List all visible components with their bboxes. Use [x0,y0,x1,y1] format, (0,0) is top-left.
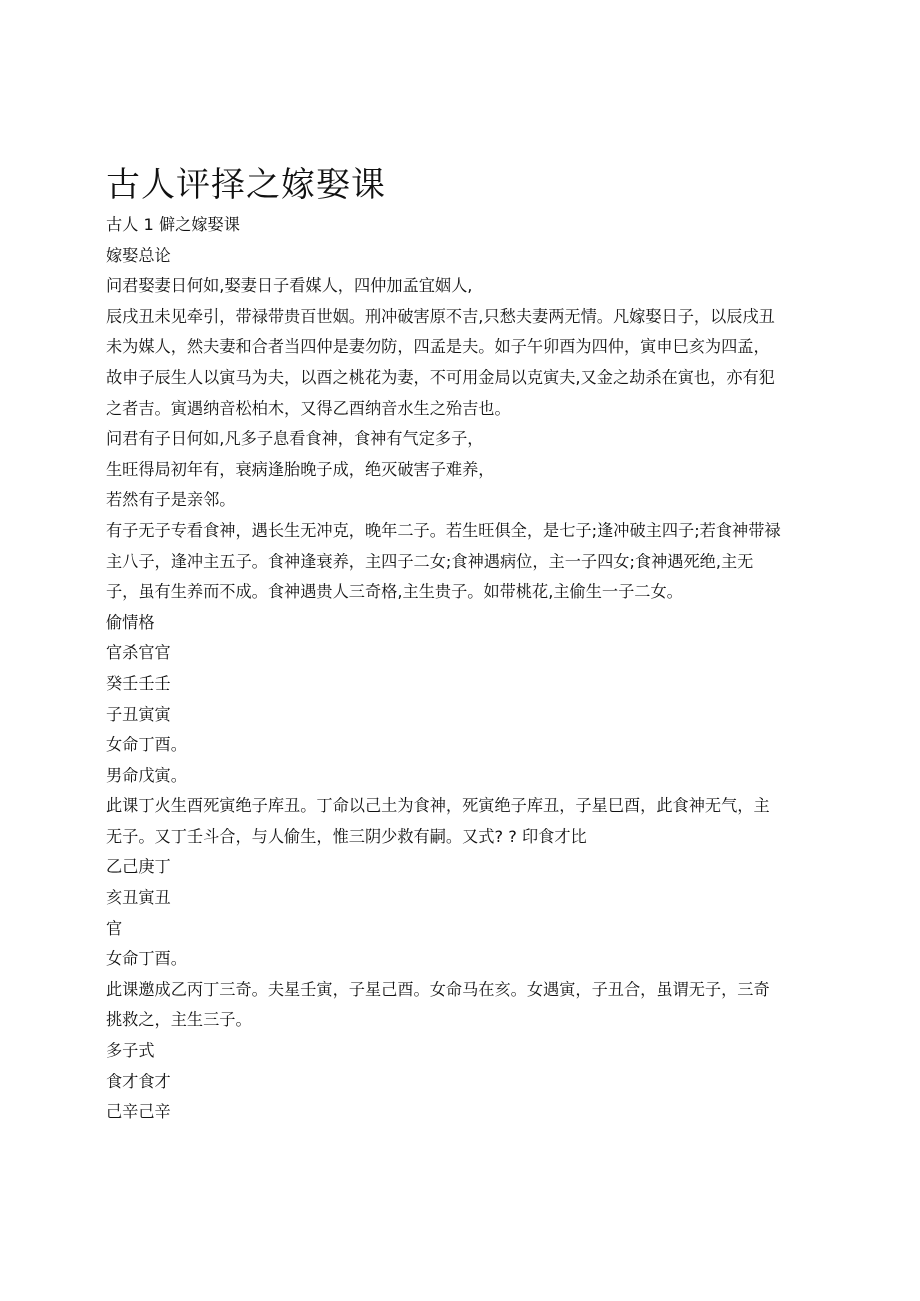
text-line: 古人 1 僻之嫁娶课 [106,215,240,234]
text-line: 男命戊寅。 [106,765,187,785]
document-title: 古人评择之嫁娶课 [106,165,386,205]
text-line: 女命丁酉。 [106,735,187,755]
text-line: 癸壬壬壬 [106,673,171,693]
text-line: 故申子辰生人以寅马为夫，以酉之桃花为妻，不可用金局以克寅夫,又金之劫杀在寅也，亦有犯 [106,367,775,387]
text-line: 此课邀成乙丙丁三奇。夫星壬寅，子星己酉。女命马在亥。女遇寅，子丑合，虽谓无子，三奇 [106,979,770,999]
text-line: 乙己庚丁 [106,857,171,877]
text-line: 多子式 [106,1041,155,1061]
text-line: 无子。又丁壬斗合，与人偷生，惟三阴少救有嗣。又式? ? 印食才比 [106,826,587,846]
text-line: 官杀官官 [106,643,171,663]
text-line: 问君娶妻日何如,娶妻日子看媒人，四仲加孟宜姻人, [106,276,473,296]
text-line: 亥丑寅丑 [106,888,171,908]
text-line: 主八子，逢冲主五子。食神逢衰养，主四子二女;食神遇病位，主一子四女;食神遇死绝,主无 [106,551,754,571]
text-line: 食才食才 [106,1071,171,1091]
text-line: 子丑寅寅 [106,704,171,724]
text-line: 挑救之，主生三子。 [106,1010,252,1030]
text-line: 生旺得局初年有，衰病逢胎晚子成，绝灭破害子难养， [106,459,495,479]
text-line: 官 [106,918,123,938]
text-line: 此课丁火生酉死寅绝子库丑。丁命以己土为食神，死寅绝子库丑，子星巳酉，此食神无气，主 [106,796,770,816]
text-line: 若然有子是亲邻。 [106,490,236,510]
text-line: 女命丁酉。 [106,949,187,969]
text-line: 未为媒人，然夫妻和合者当四仲是妻勿防，四孟是夫。如子午卯酉为四仲，寅申巳亥为四孟， [106,337,770,357]
text-line: 之者吉。寅遇纳音松柏木，又得乙酉纳音水生之殆吉也。 [106,398,511,418]
text-line: 有子无子专看食神，遇长生无冲克，晚年二子。若生旺俱全，是七子;逢冲破主四子;若食神带禄 [106,520,781,540]
document-body [106,210,816,1128]
text-line: 子，虽有生养而不成。食神遇贵人三奇格,主生贵子。如带桃花,主偷生一子二女。 [106,582,683,602]
text-line: 问君有子日何如,凡多子息看食神，食神有气定多子， [106,429,484,449]
text-line: 偷情格 [106,612,155,632]
text-line: 辰戌丑未见牵引，带禄带贵百世姻。刑冲破害原不吉,只愁夫妻两无情。凡嫁娶日子，以辰戌丑 [106,306,775,326]
text-line: 己辛己辛 [106,1102,171,1122]
text-line: 嫁娶总论 [106,245,171,265]
